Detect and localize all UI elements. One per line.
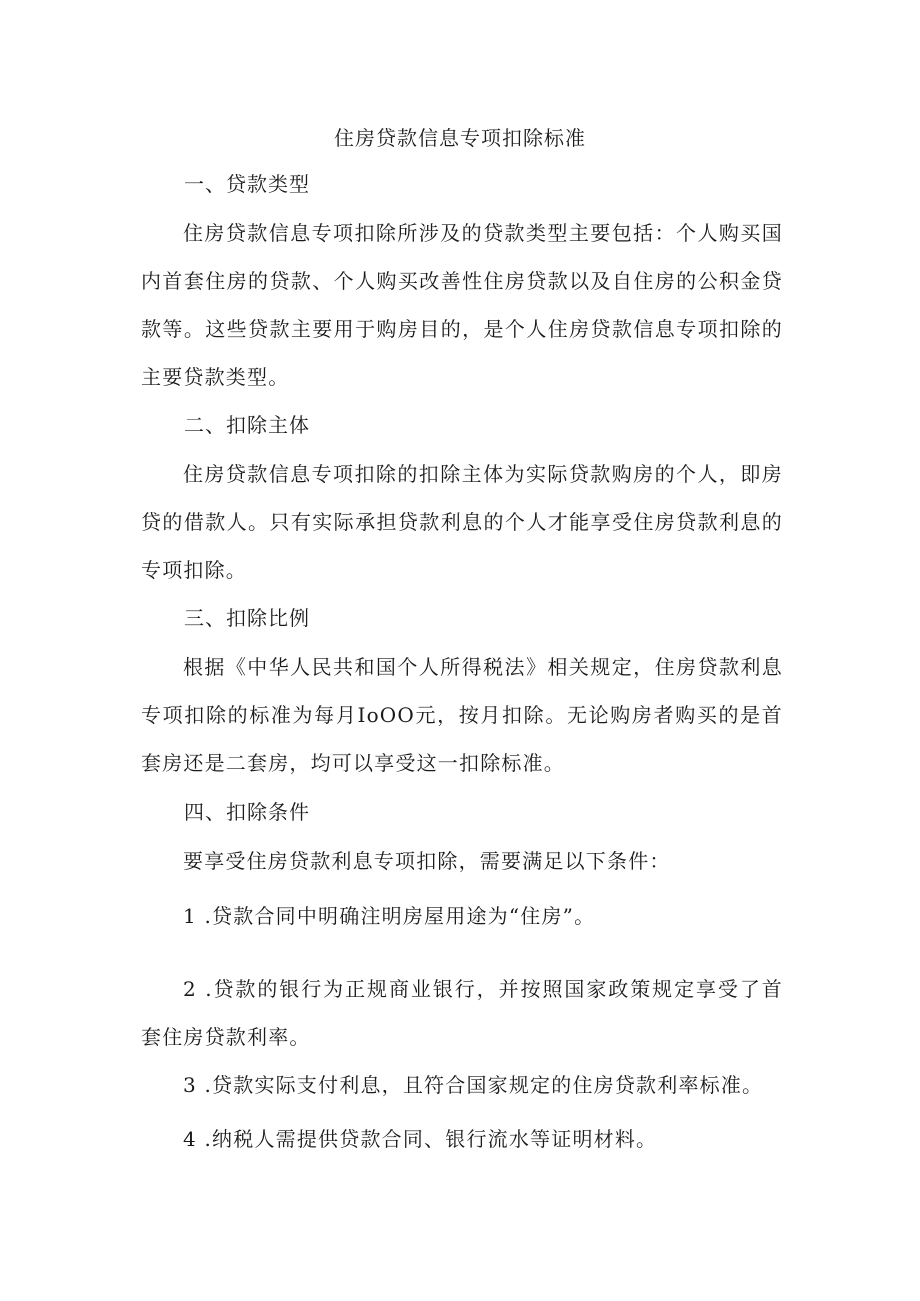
- condition-item-1: 1 .贷款合同中明确注明房屋用途为“住房”。: [183, 904, 596, 928]
- condition-item-3: 3 .贷款实际支付利息，且符合国家规定的住房贷款利率标准。: [183, 1073, 764, 1097]
- section-heading-loan-types: 一、贷款类型: [184, 172, 310, 196]
- section-heading-deduction-conditions: 四、扣除条件: [184, 800, 310, 824]
- section-paragraph-loan-types: 住房贷款信息专项扣除所涉及的贷款类型主要包括：个人购买国内首套住房的贷款、个人购买改善性住房贷款以及自住房的公积金贷款等。这些贷款主要用于购房目的，是个人住房贷款信息专项扣除的主要贷款类型。: [141, 221, 783, 389]
- section-heading-deduction-ratio: 三、扣除比例: [184, 606, 310, 630]
- section-heading-deduction-subject: 二、扣除主体: [184, 413, 310, 437]
- section-paragraph-deduction-conditions: 要享受住房贷款利息专项扣除，需要满足以下条件：: [183, 849, 671, 873]
- condition-item-2: 2 .贷款的银行为正规商业银行，并按照国家政策规定享受了首套住房贷款利率。: [141, 977, 783, 1049]
- condition-item-4: 4 .纳税人需提供贷款合同、银行流水等证明材料。: [183, 1127, 658, 1151]
- section-paragraph-deduction-subject: 住房贷款信息专项扣除的扣除主体为实际贷款购房的个人，即房贷的借款人。只有实际承担贷款利息的个人才能享受住房贷款利息的专项扣除。: [141, 462, 783, 582]
- section-paragraph-deduction-ratio: 根据《中华人民共和国个人所得税法》相关规定，住房贷款利息专项扣除的标准为每月IoOO元，按月扣除。无论购房者购买的是首套房还是二套房，均可以享受这一扣除标准。: [141, 655, 783, 775]
- document-title: 住房贷款信息专项扣除标准: [334, 126, 586, 150]
